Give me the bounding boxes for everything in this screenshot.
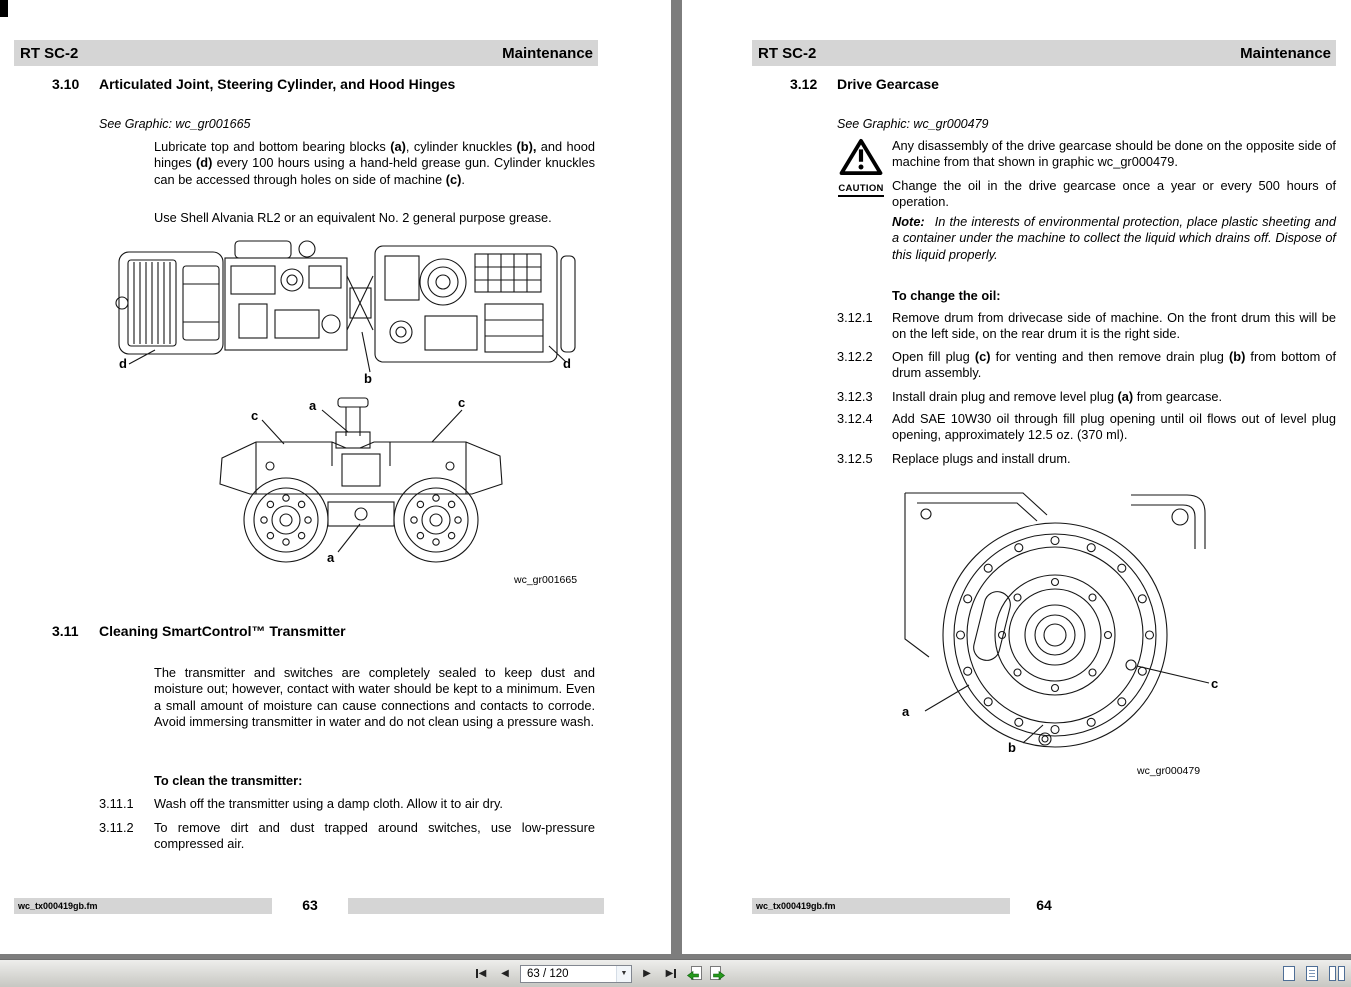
previous-page-icon: ◀ (501, 967, 509, 979)
text-run: . (461, 171, 465, 187)
figure-drive-gearcase (895, 487, 1220, 767)
figure-callout-c: c (1211, 676, 1219, 691)
machine-side-view-diagram (210, 396, 512, 576)
caution-label: CAUTION (834, 178, 888, 197)
body-paragraph: The transmitter and switches are completely sealed to keep dust and moisture out; however, contact with water should be kept to a minimum. Even a small amount of moisture can cause connections and contacts to corrode. Avoid immersing transmitter in water and do not clean using a pressure wash. (154, 665, 595, 729)
previous-view-button[interactable] (686, 965, 703, 982)
text-run-bold: (c) (445, 171, 462, 187)
pdf-page-63 (0, 0, 671, 954)
text-run-bold: (c) (974, 349, 991, 364)
single-page-layout-icon (1283, 966, 1295, 981)
page-header-bar (14, 40, 598, 66)
facing-pages-layout-icon (1329, 966, 1345, 981)
first-page-icon: ◀ (478, 967, 487, 979)
step-number: 3.12.1 (837, 310, 873, 325)
step-text: To remove dirt and dust trapped around switches, use low-pressure compressed air. (154, 820, 595, 852)
combo-dropdown-arrow-icon[interactable]: ▼ (616, 966, 631, 982)
continuous-layout-icon (1306, 966, 1318, 981)
step-text (892, 389, 1336, 405)
figure-callout-a-top: a (309, 398, 317, 413)
footer-right-bar (348, 898, 604, 914)
body-paragraph: Change the oil in the drive gearcase once a year or every 500 hours of operation. (892, 178, 1336, 210)
section-title: Cleaning SmartControl™ Transmitter (99, 623, 346, 639)
previous-view-icon (686, 965, 703, 982)
figure-callout-d-left: d (119, 356, 127, 371)
text-run-bold: (b) (1229, 349, 1246, 364)
figure-caption: wc_gr000479 (1137, 765, 1201, 777)
footer-file-name: wc_tx000419gb.fm (756, 901, 836, 911)
text-run: Lubricate top and bottom bearing blocks (154, 139, 391, 154)
last-page-button[interactable] (662, 964, 680, 983)
note-paragraph (892, 214, 1336, 263)
product-name: RT SC-2 (758, 44, 817, 62)
product-name: RT SC-2 (20, 44, 79, 62)
footer-file-name: wc_tx000419gb.fm (18, 901, 98, 911)
section-number: 3.12 (790, 76, 818, 92)
figure-callout-b: b (1008, 740, 1016, 755)
figure-callout-d-right: d (563, 356, 571, 371)
text-run: from bottom of drum assembly. (892, 349, 1336, 381)
figure-callout-b: b (364, 371, 372, 386)
body-paragraph (154, 139, 595, 188)
step-text (892, 349, 1336, 382)
body-paragraph: Use Shell Alvania RL2 or an equivalent No. 2 general purpose grease. (154, 210, 552, 225)
previous-page-button[interactable] (496, 964, 514, 983)
single-page-layout-button[interactable] (1283, 966, 1295, 981)
step-text: Remove drum from drivecase side of machine. On the front drum this will be on the left side, on the rear drum it is the right side. (892, 310, 1336, 342)
continuous-layout-button[interactable] (1306, 966, 1318, 981)
section-title: Articulated Joint, Steering Cylinder, and Hood Hinges (99, 76, 456, 92)
step-number: 3.11.1 (99, 796, 134, 811)
figure-caption: wc_gr001665 (514, 574, 578, 586)
step-number: 3.12.2 (837, 349, 873, 364)
footer-left-bar (752, 898, 1010, 914)
next-view-icon (709, 965, 726, 982)
page-number-value[interactable]: 63 / 120 (527, 967, 569, 980)
procedure-heading: To change the oil: (892, 288, 1001, 303)
step-text: Wash off the transmitter using a damp cloth. Allow it to air dry. (154, 796, 503, 811)
text-run: every 100 hours using a hand-held grease gun. Cylinder knuckles can be accessed through holes on side of machine (154, 155, 596, 187)
viewer-toolbar (0, 959, 1351, 987)
text-run: Install drain plug and remove level plug (892, 389, 1118, 404)
figure-callout-c-left: c (251, 408, 259, 423)
gearcase-diagram (895, 487, 1220, 767)
page-layout-group (1283, 960, 1345, 987)
text-run-bold: (a) (1117, 389, 1134, 404)
page-number: 64 (1036, 897, 1052, 913)
note-text: In the interests of environmental protection, place plastic sheeting and a container under the machine to collect the liquid which drains off. Dispose of this liquid properly. (892, 214, 1336, 262)
page-header-bar (752, 40, 1336, 66)
text-run: , cylinder knuckles (405, 139, 517, 154)
step-number: 3.11.2 (99, 820, 134, 835)
figure-articulated-machine-top-view (113, 232, 580, 390)
chapter-name: Maintenance (1240, 44, 1331, 62)
figure-callout-c-right: c (458, 395, 466, 410)
machine-top-view-diagram (113, 232, 580, 390)
section-number: 3.10 (52, 76, 80, 92)
caution-text: Any disassembly of the drive gearcase should be done on the opposite side of machine from that shown in graphic wc_gr000479. (892, 138, 1336, 170)
facing-pages-layout-button[interactable] (1329, 966, 1345, 981)
page-number: 63 (302, 897, 318, 913)
last-page-bar (674, 969, 676, 978)
pdf-page-64 (682, 0, 1351, 954)
section-number: 3.11 (52, 623, 79, 639)
corner-mark (0, 0, 8, 17)
chapter-name: Maintenance (502, 44, 593, 62)
text-run-bold: (d) (195, 155, 213, 171)
see-graphic-note: See Graphic: wc_gr000479 (837, 117, 989, 131)
text-run: Open fill plug (892, 349, 975, 364)
first-page-bar (476, 969, 478, 978)
procedure-heading: To clean the transmitter: (154, 773, 303, 788)
last-page-icon: ▶ (665, 967, 674, 979)
figure-callout-a: a (902, 704, 910, 719)
section-title: Drive Gearcase (837, 76, 939, 92)
figure-machine-side-view (210, 396, 512, 576)
next-page-icon: ▶ (643, 967, 651, 979)
next-view-button[interactable] (709, 965, 726, 982)
text-run: and hood hinges (154, 139, 596, 171)
text-run: from gearcase. (1133, 389, 1223, 404)
step-number: 3.12.3 (837, 389, 873, 404)
see-graphic-note: See Graphic: wc_gr001665 (99, 117, 251, 131)
step-text: Add SAE 10W30 oil through fill plug opening until oil flows out of level plug opening, approximately 12.5 oz. (370 ml). (892, 411, 1336, 443)
page-navigation-group (472, 960, 726, 987)
step-number: 3.12.4 (837, 411, 873, 426)
note-label: Note: (892, 214, 925, 229)
footer-left-bar (14, 898, 272, 914)
step-number: 3.12.5 (837, 451, 873, 466)
warning-triangle-icon (839, 138, 883, 181)
step-text: Replace plugs and install drum. (892, 451, 1071, 466)
first-page-button[interactable] (472, 964, 490, 983)
text-run: for venting and then remove drain plug (990, 349, 1229, 364)
text-run-bold: (a) (390, 139, 406, 154)
text-run-bold: (b), (516, 139, 537, 154)
page-number-combobox[interactable] (520, 965, 632, 983)
next-page-button[interactable] (638, 964, 656, 983)
figure-callout-a-bottom: a (327, 550, 335, 565)
